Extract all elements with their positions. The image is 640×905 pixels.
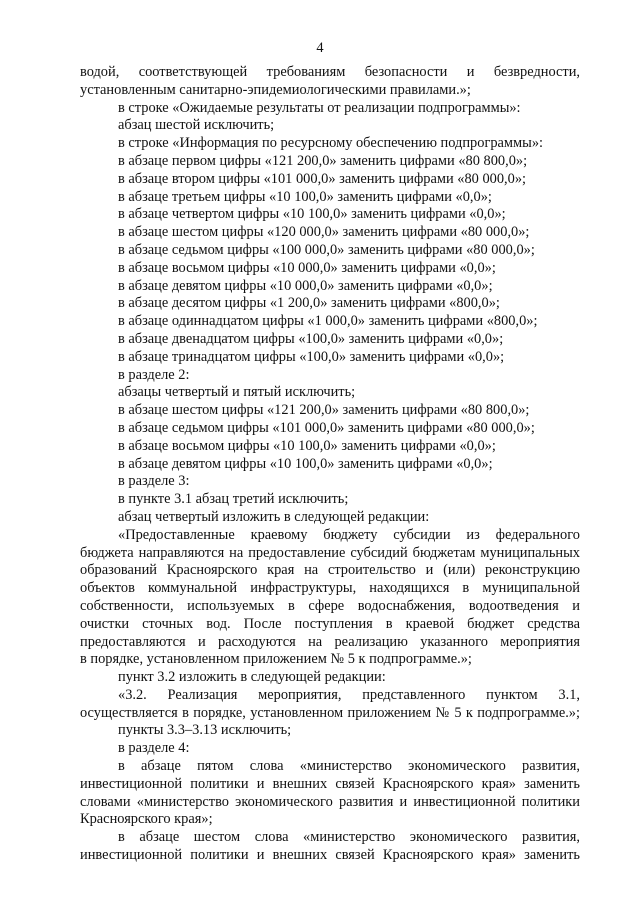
text-line: в абзаце шестом цифры «120 000,0» заменить цифрами «80 000,0»;: [118, 224, 530, 241]
body-text: [80, 64, 580, 865]
text-line: в абзаце двенадцатом цифры «100,0» заменить цифрами «0,0»;: [118, 330, 504, 347]
text-line: объектов коммунальной инфраструктуры, находящихся в муниципальной: [80, 580, 580, 597]
text-line: в абзаце девятом цифры «10 100,0» заменить цифрами «0,0»;: [118, 455, 493, 472]
text-line: в абзаце одиннадцатом цифры «1 000,0» заменить цифрами «800,0»;: [118, 313, 538, 330]
text-line: в абзаце шестом цифры «121 200,0» заменить цифрами «80 800,0»;: [118, 402, 530, 419]
text-line: в абзаце тринадцатом цифры «100,0» заменить цифрами «0,0»;: [118, 348, 505, 365]
text-line: в абзаце восьмом цифры «10 000,0» заменить цифрами «0,0»;: [118, 259, 496, 276]
text-line: водой, соответствующей требованиям безопасности и безвредности,: [80, 64, 580, 80]
text-line: в абзаце третьем цифры «10 100,0» заменить цифрами «0,0»;: [118, 188, 492, 205]
text-line: Красноярского края»;: [80, 811, 213, 828]
text-line: в разделе 4:: [118, 740, 190, 757]
text-line: в строке «Информация по ресурсному обеспечению подпрограммы»:: [118, 135, 544, 152]
text-line: «3.2. Реализация мероприятия, представленного пунктом 3.1,: [118, 686, 580, 703]
text-line: в абзаце первом цифры «121 200,0» заменить цифрами «80 800,0»;: [118, 152, 528, 169]
text-line: в абзаце десятом цифры «1 200,0» заменить цифрами «800,0»;: [118, 295, 500, 312]
text-line: в строке «Ожидаемые результаты от реализации подпрограммы»:: [118, 99, 521, 116]
text-line: в абзаце втором цифры «101 000,0» заменить цифрами «80 000,0»;: [118, 170, 527, 187]
text-line: «Предоставленные краевому бюджету субсидии из федерального: [118, 526, 580, 543]
text-line: в порядке, установленном приложением № 5 к подпрограмме.»;: [80, 651, 472, 668]
text-line: в абзаце шестом слова «министерство экономического развития,: [118, 829, 580, 846]
text-line: предоставляются и расходуются на реализацию указанного мероприятия: [80, 633, 580, 650]
text-line: абзац четвертый изложить в следующей редакции:: [118, 508, 430, 525]
text-line: абзацы четвертый и пятый исключить;: [118, 384, 356, 401]
text-line: инвестиционной политики и внешних связей Красноярского края» заменить: [80, 847, 580, 864]
text-line: в разделе 2:: [118, 366, 190, 383]
text-line: очистки сточных вод. После поступления в краевой бюджет средства: [80, 615, 580, 632]
text-line: в абзаце седьмом цифры «100 000,0» заменить цифрами «80 000,0»;: [118, 241, 535, 258]
text-line: пункты 3.3–3.13 исключить;: [118, 722, 292, 739]
text-line: в абзаце девятом цифры «10 000,0» заменить цифрами «0,0»;: [118, 277, 493, 294]
text-line: бюджета направляются на предоставление субсидий бюджетам муниципальных: [80, 544, 580, 561]
text-line: в абзаце четвертом цифры «10 100,0» заменить цифрами «0,0»;: [118, 206, 506, 223]
text-line: осуществляется в порядке, установленном приложением № 5 к подпрограмме.»;: [80, 704, 580, 721]
text-line: в пункте 3.1 абзац третий исключить;: [118, 491, 349, 508]
text-line: словами «министерство экономического развития и инвестиционной политики: [80, 793, 580, 810]
text-line: в абзаце пятом слова «министерство экономического развития,: [118, 758, 580, 775]
text-line: в абзаце восьмом цифры «10 100,0» заменить цифрами «0,0»;: [118, 437, 496, 454]
text-line: установленным санитарно-эпидемиологическими правилами.»;: [80, 81, 471, 98]
text-line: собственности, используемых в сфере водоснабжения, водоотведения и: [80, 597, 580, 614]
page-number: 4: [316, 40, 324, 56]
text-line: абзац шестой исключить;: [118, 117, 275, 134]
text-line: образований Красноярского края на строительство и (или) реконструкцию: [80, 562, 580, 579]
text-line: инвестиционной политики и внешних связей Красноярского края» заменить: [80, 775, 580, 792]
text-line: пункт 3.2 изложить в следующей редакции:: [118, 669, 386, 686]
text-line: в абзаце седьмом цифры «101 000,0» заменить цифрами «80 000,0»;: [118, 419, 535, 436]
text-line: в разделе 3:: [118, 473, 190, 490]
